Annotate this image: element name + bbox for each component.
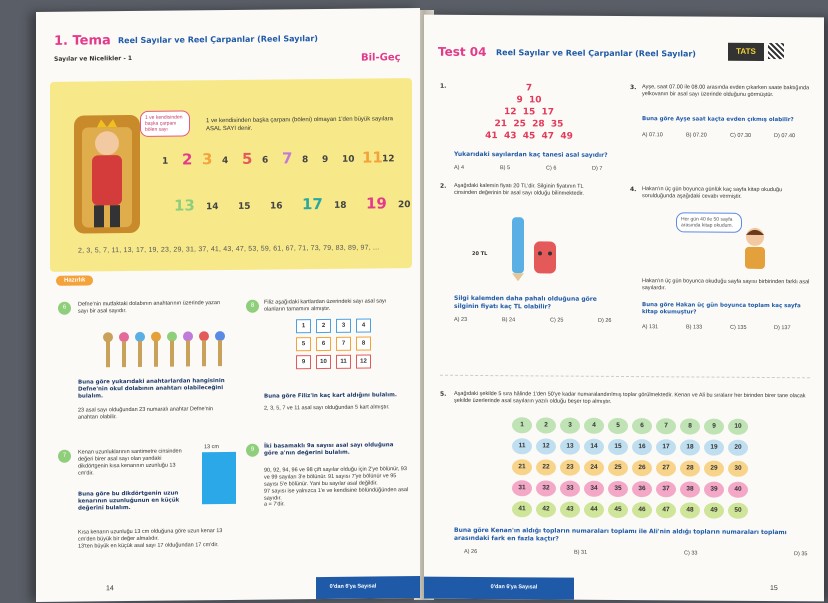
- page-title: Reel Sayılar ve Reel Çarpanlar (Reel Sayılar): [118, 34, 318, 46]
- number-item: 20: [398, 200, 411, 211]
- numbered-ball: 23: [560, 460, 580, 476]
- number-item: 5: [242, 149, 253, 168]
- q2-text: Aşağıdaki kalemin fiyatı 20 TL'dir. Silginin fiyatının TL cinsinden değerinin bir asal sayı olduğu bilinmektedir.: [454, 182, 584, 197]
- q2-question: Silgi kalemden daha pahalı olduğuna göre silginin fiyatı kaç TL olabilir?: [454, 294, 597, 310]
- hakan-speech-bubble: Her gün 40 ile 50 sayfa arasında kitap okudum.: [676, 212, 742, 232]
- q7-box-label: 13 cm: [204, 444, 219, 451]
- numbered-ball: 19: [704, 440, 724, 456]
- answer-option: D) 07.40: [774, 133, 796, 140]
- numbered-ball: 13: [560, 439, 580, 455]
- q5-question: Buna göre Kenan'ın aldığı topların numaraları toplamı ile Ali'nin aldığı topların numaraları toplamı arasındaki fark en fazla kaçtır?: [454, 526, 787, 543]
- q8-text: Filiz aşağıdaki kartlardan üzerindeki sayı asal sayı olanların tamamını almıştır.: [264, 298, 387, 313]
- numbered-ball: 29: [704, 461, 724, 477]
- numbered-ball: 8: [680, 418, 700, 434]
- answer-option: A) 26: [464, 548, 478, 555]
- numbered-ball: 31: [512, 480, 532, 496]
- q1-question: Yukarıdaki sayılardan kaç tanesi asal sayıdır?: [454, 150, 608, 159]
- king-illustration: [68, 97, 146, 236]
- page-number: 14: [106, 585, 114, 593]
- numbered-ball: 33: [560, 481, 580, 497]
- number-card: 7: [336, 337, 351, 351]
- pen-price: 20 TL: [472, 250, 488, 258]
- number-card: 5: [296, 337, 311, 351]
- numbered-ball: 47: [656, 502, 676, 518]
- numbered-ball: 44: [584, 502, 604, 518]
- numbered-ball: 16: [632, 439, 652, 455]
- numbered-ball: 3: [560, 418, 580, 434]
- keys-illustration: [100, 328, 230, 371]
- number-card: 9: [296, 355, 311, 369]
- test-label: Test 04: [438, 44, 487, 60]
- q3-question: Buna göre Ayşe saat kaçta evden çıkmış olabilir?: [642, 116, 794, 124]
- numbered-ball: 22: [536, 459, 556, 475]
- number-item: 9: [322, 154, 329, 166]
- number-item: 1: [162, 156, 169, 167]
- numbered-ball: 12: [536, 438, 556, 454]
- answer-option: B) 31: [574, 549, 588, 556]
- number-item: 13: [174, 196, 195, 215]
- pyramid-row: 9 10: [516, 95, 542, 106]
- pyramid-row: 21 25 28 35: [494, 119, 564, 130]
- numbered-ball: 26: [632, 460, 652, 476]
- numbered-ball: 46: [632, 502, 652, 518]
- divider: [440, 375, 810, 379]
- numbered-ball: 2: [536, 417, 556, 433]
- answer-option: A) 4: [454, 164, 465, 171]
- q8-question: Buna göre Filiz'in kaç kart aldığını bulalım.: [264, 392, 397, 400]
- question-number: 5.: [440, 390, 447, 398]
- q8-answer: 2, 3, 5, 7 ve 11 asal sayı olduğundan 5 kart almıştır.: [264, 404, 390, 412]
- number-item: 2: [182, 150, 193, 169]
- answer-option: B) 5: [500, 165, 511, 172]
- prime-definition: 1 ve kendisinden başka çarpanı (böleni) olmayan 1'den büyük sayılara ASAL SAYI denir.: [206, 116, 393, 132]
- question-number: 4.: [630, 186, 637, 194]
- number-item: 4: [222, 155, 229, 167]
- number-item: 16: [270, 201, 283, 212]
- numbered-ball: 21: [512, 459, 532, 475]
- answer-option: C) 25: [550, 317, 564, 324]
- numbered-ball: 35: [608, 481, 628, 497]
- number-card: 10: [316, 355, 331, 369]
- left-page: [36, 8, 420, 602]
- numbered-ball: 14: [584, 439, 604, 455]
- numbered-ball: 42: [536, 501, 556, 517]
- boy-illustration: [740, 227, 770, 269]
- q4-text: Hakan'ın üç gün boyunca günlük kaç sayfa kitap okuduğu sorulduğunda aşağıdaki cevabı vermiştir.: [642, 186, 783, 200]
- q9-text: 90, 92, 94, 96 ve 98 çift sayılar olduğu için 2'ye bölünür, 93 ve 99 sayıları 3'e bölünür. 91 sayısı 7'ye bölünür ve 95 sayısı 5'e bölünür. Yani bu sayılar asal değildir. 97 sayısı ise yalnızca 1'e ve kendisine bölündüğünden asal sayıdır. a = 7'dir.: [264, 466, 409, 508]
- numbered-ball: 27: [656, 460, 676, 476]
- qr-code-icon: [768, 43, 784, 59]
- page-subtitle: Sayılar ve Nicelikler - 1: [54, 55, 133, 63]
- answer-option: B) 07.20: [686, 132, 707, 139]
- rectangle-figure: [202, 452, 236, 504]
- numbered-ball: 7: [656, 418, 676, 434]
- q5-text: Aşağıdaki şekilde 5 sıra hâlinde 1'den 50'ye kadar numaralandırılmış toplar görülmektedir. Kenan ve Ali bu sıralarır her birinden birer tane olacak şekilde üzerlerinde asal sayıların yazılı olduğu beşer top almıştır.: [454, 390, 806, 405]
- answer-option: A) 07.10: [642, 132, 663, 139]
- q3-text: Ayşe, saat 07.00 ile 08.00 arasında evden çıkarken saate baktığında yelkovanın bir asal sayı üzerinde olduğunu görmüştür.: [642, 84, 810, 98]
- question-number: 6: [58, 302, 71, 315]
- numbered-ball: 50: [728, 503, 748, 519]
- q7-question: Buna göre bu dikdörtgenin uzun kenarının uzunluğunun en küçük değerini bulalım.: [78, 490, 180, 512]
- pyramid-row: 12 15 17: [503, 107, 555, 118]
- q9-title: İki basamaklı 9a sayısı asal sayı olduğuna göre a'nın değerini bulalım.: [264, 442, 394, 457]
- numbered-ball: 49: [704, 503, 724, 519]
- number-card: 3: [336, 319, 351, 333]
- question-number: 9: [246, 444, 259, 457]
- number-item: 11: [362, 148, 383, 167]
- numbered-ball: 41: [512, 501, 532, 517]
- primes-list: 2, 3, 5, 7, 11, 13, 17, 19, 23, 29, 31, 37, 41, 43, 47, 53, 59, 61, 67, 71, 73, 79, 83, 89, 97, ...: [78, 244, 380, 255]
- q4-text-2: Hakan'ın üç gün boyunca okuduğu sayfa sayısı birbirinden farklı asal sayılardır.: [642, 278, 810, 292]
- number-card: 2: [316, 319, 331, 333]
- pyramid-row: 41 43 45 47 49: [485, 131, 573, 142]
- numbered-ball: 36: [632, 481, 652, 497]
- answer-option: C) 33: [684, 550, 698, 557]
- footer-text: 0'dan 6'ya Sayısal: [329, 583, 377, 590]
- page-number: 15: [770, 585, 778, 593]
- answer-option: C) 07.30: [730, 132, 752, 139]
- number-card: 11: [336, 355, 351, 369]
- right-page: [424, 15, 824, 602]
- q7-text: Kenan uzunluklarının santimetre cinsinden değeri birer asal sayı olan yandaki dikdörtgenin kısa kenarının uzunluğu 13 cm'dir.: [78, 448, 182, 477]
- numbered-ball: 37: [656, 481, 676, 497]
- numbered-ball: 11: [512, 438, 532, 454]
- numbered-ball: 4: [584, 418, 604, 434]
- question-number: 7: [58, 450, 71, 463]
- q4-question: Buna göre Hakan üç gün boyunca toplam kaç sayfa kitap okumuştur?: [642, 302, 801, 316]
- numbered-ball: 48: [680, 502, 700, 518]
- number-item: 7: [282, 149, 293, 168]
- number-card: 12: [356, 355, 371, 369]
- answer-option: A) 23: [454, 316, 468, 323]
- answer-option: D) 7: [592, 165, 603, 172]
- king-speech-bubble: 1 ve kendisinden başka çarpanı bölen sayı: [140, 110, 190, 137]
- answer-option: C) 6: [546, 165, 557, 172]
- numbered-ball: 28: [680, 460, 700, 476]
- numbered-ball: 32: [536, 480, 556, 496]
- q6-text: Defne'nin mutfaktaki dolabının anahtarının üzerinde yazan sayı bir asal sayıdır.: [78, 300, 221, 315]
- numbered-ball: 43: [560, 502, 580, 518]
- pyramid-row: 7: [525, 83, 533, 94]
- brand-logo: TATS: [728, 43, 764, 61]
- numbered-ball: 17: [656, 439, 676, 455]
- number-card: 6: [316, 337, 331, 351]
- number-item: 14: [206, 202, 219, 213]
- number-item: 6: [262, 155, 269, 166]
- numbered-ball: 40: [728, 482, 748, 498]
- numbered-ball: 24: [584, 460, 604, 476]
- number-item: 10: [342, 154, 355, 165]
- numbered-ball: 39: [704, 482, 724, 498]
- answer-option: D) 35: [794, 551, 808, 558]
- number-item: 19: [366, 194, 387, 213]
- numbered-ball: 5: [608, 418, 628, 434]
- q6-question: Buna göre yukarıdaki anahtarlardan hangisinin Defne'nin okul dolabının anahtarı olabileceğini bulalım.: [78, 378, 225, 400]
- q6-answer: 23 asal sayı olduğundan 23 numaralı anahtar Defne'nin anahtarı olabilir.: [78, 406, 213, 421]
- question-number: 8: [246, 300, 259, 313]
- number-item: 15: [238, 201, 251, 212]
- numbered-ball: 10: [728, 419, 748, 435]
- answer-option: B) 133: [686, 324, 703, 331]
- answer-option: D) 26: [598, 317, 612, 324]
- answer-option: D) 137: [774, 325, 791, 332]
- answer-option: B) 24: [502, 317, 516, 324]
- number-item: 18: [334, 200, 347, 211]
- numbered-ball: 15: [608, 439, 628, 455]
- q7-answer: Kısa kenarın uzunluğu 13 cm olduğuna göre uzun kenar 13 cm'den büyük bir değer almalıdır. 13'ten büyük en küçük asal sayı 17 olduğundan 17 cm'dir.: [78, 528, 223, 550]
- number-item: 17: [302, 195, 323, 214]
- numbered-ball: 20: [728, 440, 748, 456]
- number-item: 12: [382, 154, 395, 165]
- number-cards: [296, 318, 376, 373]
- numbered-ball: 6: [632, 418, 652, 434]
- number-card: 8: [356, 337, 371, 351]
- number-item: 3: [202, 150, 213, 169]
- answer-option: C) 135: [730, 324, 747, 331]
- question-number: 1.: [440, 82, 447, 90]
- number-item: 8: [302, 155, 309, 166]
- number-card: 4: [356, 319, 371, 333]
- numbered-ball: 34: [584, 481, 604, 497]
- numbered-ball: 30: [728, 461, 748, 477]
- numbered-ball: 45: [608, 502, 628, 518]
- numbered-ball: 38: [680, 481, 700, 497]
- pen-eraser-illustration: [496, 211, 566, 281]
- question-number: 3.: [630, 84, 637, 92]
- numbered-ball: 1: [512, 417, 532, 433]
- numbered-ball: 18: [680, 439, 700, 455]
- test-title: Reel Sayılar ve Reel Çarpanlar (Reel Sayılar): [496, 48, 696, 59]
- numbered-ball: 25: [608, 460, 628, 476]
- theme-label: 1. Tema: [54, 33, 111, 49]
- question-number: 2.: [440, 182, 447, 190]
- section-label: Hazırlık: [56, 275, 93, 285]
- brand-logo: Bil-Geç: [361, 52, 401, 64]
- number-card: 1: [296, 319, 311, 333]
- answer-option: A) 131: [642, 324, 659, 331]
- numbered-ball: 9: [704, 419, 724, 435]
- footer-text: 0'dan 6'ya Sayısal: [490, 584, 538, 591]
